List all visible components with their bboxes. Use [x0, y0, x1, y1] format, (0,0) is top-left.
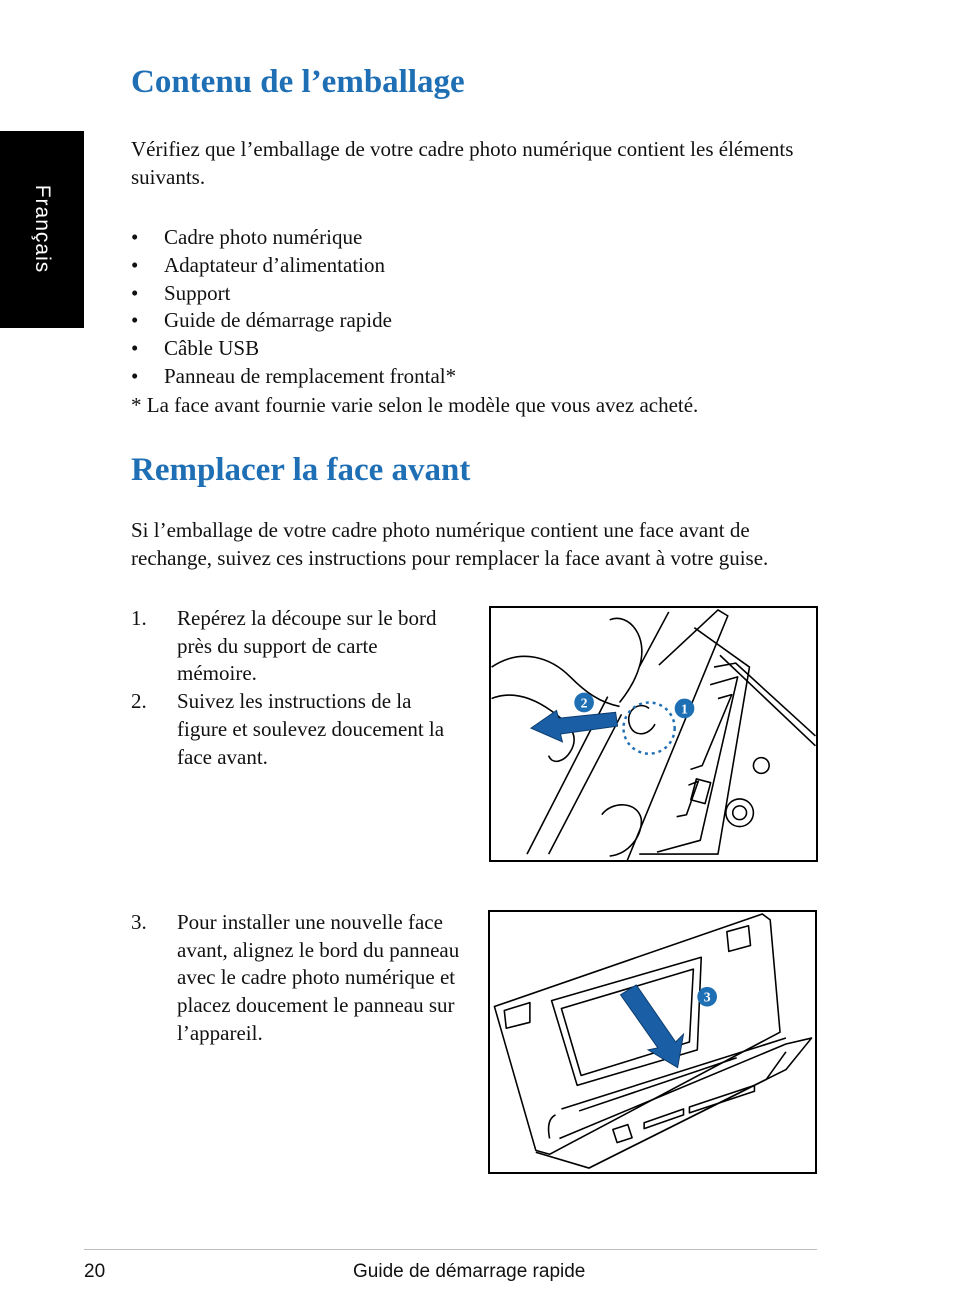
callout-1: 1	[681, 701, 688, 717]
section-title-package-contents: Contenu de l’emballage	[131, 64, 465, 100]
language-tab-label: Français	[31, 184, 54, 274]
list-item: • Adaptateur d’alimentation	[131, 252, 386, 277]
step-1: 1. Repérez la découpe sur le bord près du support de carte mémoire.	[131, 606, 437, 686]
list-item: • Cadre photo numérique	[131, 225, 363, 249]
list-item: • Guide de démarrage rapide	[131, 308, 392, 333]
package-footnote: * La face avant fournie varie selon le modèle que vous avez acheté.	[131, 393, 699, 417]
footer-divider	[84, 1249, 817, 1250]
callout-3: 3	[703, 989, 711, 1005]
language-tab	[0, 131, 84, 328]
replace-intro: Si l’emballage de votre cadre photo numérique contient une face avant de rechange, suivez ces instructions pour remplacer la face avant à votre guise.	[131, 518, 769, 570]
figure-install-front-panel	[488, 910, 817, 1174]
steps-list-1	[131, 605, 462, 771]
step-3: 3. Pour installer une nouvelle face avant, alignez le bord du panneau avec le cadre photo numérique et placez doucement le panneau sur l’appareil.	[131, 910, 460, 1045]
figure-remove-front-panel	[489, 606, 818, 862]
callout-2: 2	[580, 695, 588, 711]
list-item: • Panneau de remplacement frontal*	[131, 363, 457, 388]
page-number: 20	[84, 1261, 106, 1282]
remove-panel-illustration	[491, 608, 816, 860]
step-2: 2. Suivez les instructions de la figure et soulevez doucement la face avant.	[131, 689, 445, 769]
list-item: • Câble USB	[131, 336, 260, 361]
steps-list-2	[131, 909, 475, 1048]
package-intro: Vérifiez que l’emballage de votre cadre photo numérique contient les éléments suivants.	[131, 137, 794, 189]
package-contents-list	[131, 224, 456, 391]
list-item: • Support	[131, 280, 231, 305]
install-panel-illustration	[490, 912, 815, 1172]
footer-guide-title: Guide de démarrage rapide	[353, 1261, 586, 1282]
section-title-replace-front: Remplacer la face avant	[131, 452, 471, 488]
